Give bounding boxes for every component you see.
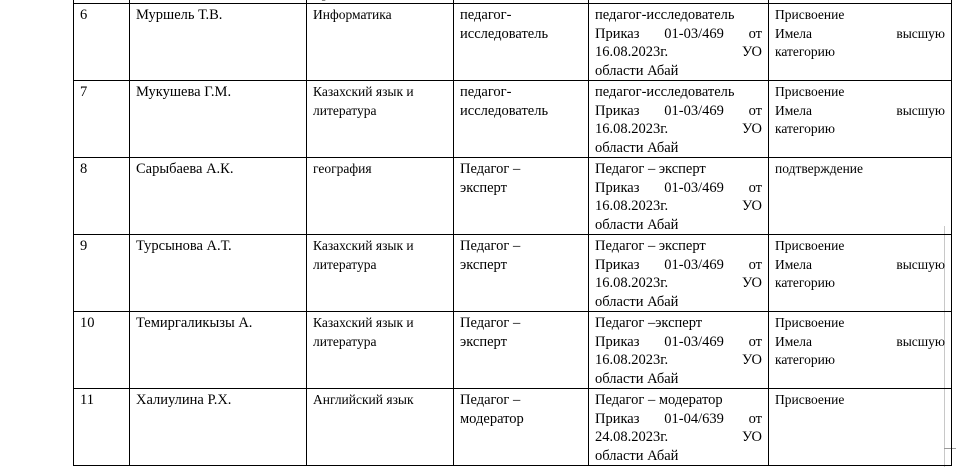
order-number-line [595, 256, 762, 275]
category-line: эксперт [460, 179, 507, 196]
order-number: 01-03/469 [664, 333, 724, 350]
order-authority: УО [741, 121, 762, 137]
cell-order [589, 81, 769, 158]
cell-result [769, 235, 952, 312]
order-region: области Абай [595, 62, 679, 79]
result-word: высшую [896, 333, 945, 349]
order-date-line [595, 120, 762, 139]
result-word: высшую [896, 25, 945, 41]
subject-line: литература [313, 333, 377, 349]
order-number: 01-03/469 [664, 102, 724, 119]
cell-num: 6 [74, 4, 130, 81]
cell-name: Халиулина Р.Х. [130, 389, 307, 466]
table-row [74, 389, 952, 466]
result-line: Присвоение [775, 7, 845, 22]
order-word: Приказ [595, 25, 640, 42]
cell-num: 9 [74, 235, 130, 312]
table-row [74, 158, 952, 235]
category-line: эксперт [460, 333, 507, 350]
category-line: Педагог – [460, 161, 521, 177]
order-date-line [595, 351, 762, 370]
subject-line: Казахский язык и [313, 315, 414, 330]
order-authority: УО [741, 275, 762, 291]
order-region: области Абай [595, 447, 679, 464]
result-line: категорию [775, 44, 835, 59]
cell-category [454, 81, 589, 158]
order-authority: УО [741, 429, 762, 445]
cell-subject [307, 81, 454, 158]
order-category: педагог-исследователь [595, 7, 735, 23]
result-word: Имела [775, 25, 813, 41]
category-line: Педагог – [460, 315, 521, 331]
category-line: Педагог – [460, 238, 521, 254]
cell-category [454, 4, 589, 81]
order-region: области Абай [595, 139, 679, 156]
order-word: Приказ [595, 333, 640, 350]
order-number-line [595, 25, 762, 44]
cell-order [589, 312, 769, 389]
result-word: Имела [775, 256, 813, 272]
result-line: Присвоение [775, 84, 845, 99]
cell-order [589, 4, 769, 81]
cell-name: Муршель Т.В. [130, 4, 307, 81]
cell-order [589, 235, 769, 312]
order-category: Педагог –эксперт [595, 315, 703, 331]
result-word: высшую [896, 102, 945, 118]
cell-category [454, 158, 589, 235]
order-date: 24.08.2023г. [595, 429, 669, 445]
category-line: модератор [460, 410, 524, 427]
category-line: педагог- [460, 7, 512, 23]
category-line: эксперт [460, 256, 507, 273]
result-line: категорию [775, 121, 835, 136]
order-word: Приказ [595, 179, 640, 196]
result-line [775, 102, 945, 121]
result-word: Имела [775, 102, 813, 118]
result-line: Присвоение [775, 315, 845, 330]
cell-result [769, 4, 952, 81]
order-number: 01-03/469 [664, 25, 724, 42]
order-number-line [595, 102, 762, 121]
subject-tail [313, 0, 447, 3]
order-authority: УО [741, 198, 762, 214]
cell-num: 11 [74, 389, 130, 466]
cell-category [454, 312, 589, 389]
order-from: от [748, 410, 762, 427]
cell-name: Мукушева Г.М. [130, 81, 307, 158]
category-line: педагог- [460, 84, 512, 100]
order-date: 16.08.2023г. [595, 198, 669, 214]
category-word: Педагог – [460, 392, 521, 408]
subject-line: литература [313, 102, 377, 118]
result-line: Присвоение [775, 392, 845, 407]
order-number-line [595, 333, 762, 352]
cell-num: 10 [74, 312, 130, 389]
teachers-category-table [73, 0, 952, 466]
order-word: Приказ [595, 102, 640, 119]
cell-name: Турсынова А.Т. [130, 235, 307, 312]
order-category: педагог-исследователь [595, 84, 735, 100]
subject-line: Казахский язык и [313, 84, 414, 99]
order-from: от [748, 256, 762, 273]
subject-line: Английский язык [313, 392, 414, 407]
cell-result [769, 389, 952, 466]
category-line: исследователь [460, 102, 549, 119]
result-line: категорию [775, 352, 835, 367]
cell-result [769, 158, 952, 235]
table-row [74, 4, 952, 81]
result-line: подтверждение [775, 161, 864, 176]
order-date: 16.08.2023г. [595, 121, 669, 137]
order-number-line [595, 179, 762, 198]
order-tail [595, 0, 762, 3]
subject-line: Казахский язык и [313, 238, 414, 253]
order-date-line [595, 43, 762, 62]
order-date-line [595, 428, 762, 447]
order-number-line [595, 410, 762, 429]
order-word: Приказ [595, 410, 640, 427]
order-category: Педагог – эксперт [595, 161, 706, 177]
order-category: Педагог – эксперт [595, 238, 706, 254]
order-from: от [748, 102, 762, 119]
cell-name: Темиргаликызы А. [130, 312, 307, 389]
order-from: от [748, 179, 762, 196]
order-date: 16.08.2023г. [595, 44, 669, 60]
order-from: от [748, 25, 762, 42]
cell-name: Сарыбаева А.К. [130, 158, 307, 235]
cell-result [769, 81, 952, 158]
order-number: 01-03/469 [664, 256, 724, 273]
category-line [460, 391, 582, 410]
cell-category [454, 235, 589, 312]
result-line: Присвоение [775, 238, 845, 253]
order-number: 01-03/469 [664, 179, 724, 196]
cell-result [769, 312, 952, 389]
result-word: Имела [775, 333, 813, 349]
cell-num: 7 [74, 81, 130, 158]
subject-line: литература [313, 256, 377, 272]
order-region: области Абай [595, 370, 679, 387]
result-line [775, 333, 945, 352]
cell-category [454, 389, 589, 466]
order-authority: УО [741, 352, 762, 368]
result-word: высшую [896, 256, 945, 272]
cell-subject [307, 158, 454, 235]
order-date-line [595, 274, 762, 293]
order-date: 16.08.2023г. [595, 275, 669, 291]
cell-subject [307, 312, 454, 389]
order-region: области Абай [595, 293, 679, 310]
order-date: 16.08.2023г. [595, 352, 669, 368]
category-line: исследователь [460, 25, 549, 42]
subject-line: география [313, 161, 372, 176]
cell-subject [307, 4, 454, 81]
order-number: 01-04/639 [664, 410, 724, 427]
cell-order [589, 158, 769, 235]
order-date-line [595, 197, 762, 216]
cell-subject [307, 235, 454, 312]
order-word: Приказ [595, 256, 640, 273]
cell-num: 8 [74, 158, 130, 235]
result-line [775, 256, 945, 275]
result-line [775, 25, 945, 44]
subject-line: Информатика [313, 7, 392, 22]
order-category: Педагог – модератор [595, 392, 723, 408]
result-line: категорию [775, 275, 835, 290]
table-row [74, 312, 952, 389]
cell-subject [307, 389, 454, 466]
order-from: от [748, 333, 762, 350]
order-authority: УО [741, 44, 762, 60]
cell-order [589, 389, 769, 466]
order-region: области Абай [595, 216, 679, 233]
table-row [74, 235, 952, 312]
table-row [74, 81, 952, 158]
